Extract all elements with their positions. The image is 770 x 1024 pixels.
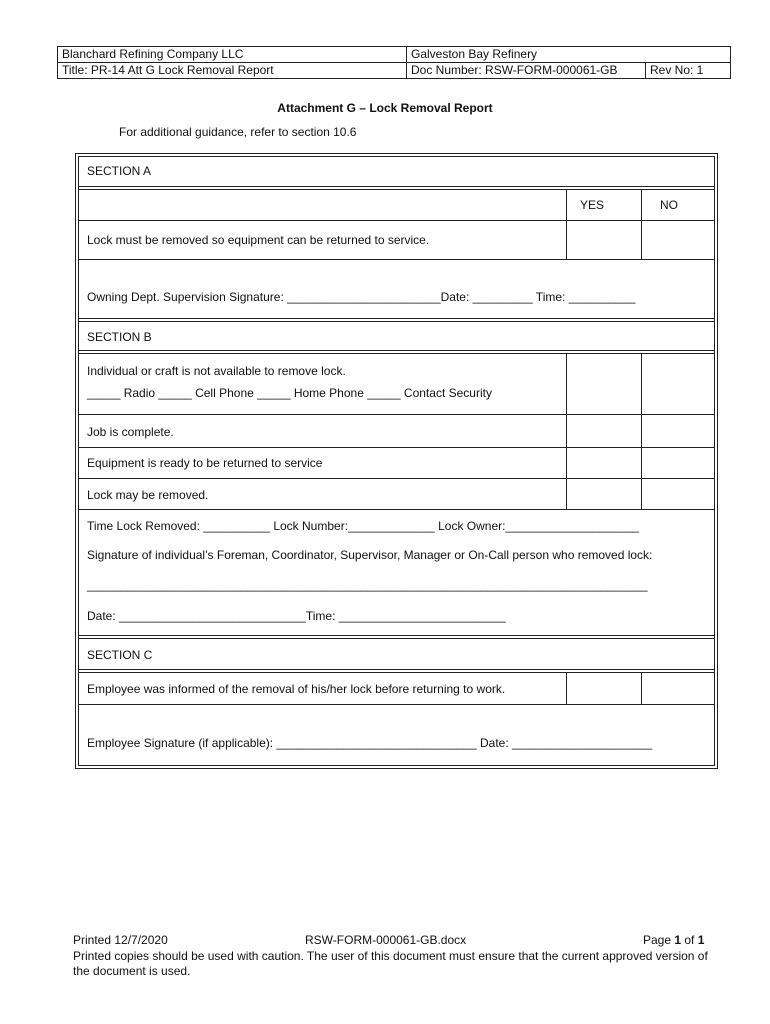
divider [78, 186, 715, 187]
printed-date: Printed 12/7/2020 [73, 933, 168, 947]
employee-signature-line[interactable]: Employee Signature (if applicable): ______________________________ Date: _____________________ [87, 736, 653, 750]
divider [78, 259, 715, 260]
section-b-yes-checkbox[interactable] [567, 415, 640, 446]
divider [78, 669, 715, 670]
remover-signature-label: Signature of individual’s Foreman, Coordinator, Supervisor, Manager or On-Call person who removed lock: [87, 548, 653, 562]
section-a-row-label: Lock must be removed so equipment can be returned to service. [87, 233, 430, 247]
divider [78, 509, 715, 510]
divider [78, 638, 715, 639]
section-c-yes-checkbox[interactable] [567, 673, 640, 703]
page-title: Attachment G – Lock Removal Report [277, 101, 493, 115]
section-b-no-checkbox[interactable] [642, 479, 713, 508]
caution-note-line-2: the document is used. [73, 964, 191, 978]
doc-number: Doc Number: RSW-FORM-000061-GB [407, 63, 646, 79]
section-a-heading: SECTION A [87, 164, 152, 178]
remover-signature-line[interactable]: ____________________________________________________________________________________ [87, 578, 648, 592]
page-of: of [681, 933, 698, 947]
page-prefix: Page [643, 933, 675, 947]
section-b-yes-checkbox[interactable] [567, 448, 640, 477]
section-c-heading: SECTION C [87, 648, 153, 662]
document-title-cell: Title: PR-14 Att G Lock Removal Report [58, 63, 407, 79]
lock-info-line[interactable]: Time Lock Removed: __________ Lock Number:_____________ Lock Owner:____________________ [87, 519, 639, 533]
section-b-row-label: Job is complete. [87, 425, 174, 439]
contact-options[interactable]: _____ Radio _____ Cell Phone _____ Home Phone _____ Contact Security [87, 386, 492, 400]
section-b-yes-checkbox[interactable] [567, 354, 640, 413]
refinery-name: Galveston Bay Refinery [407, 47, 731, 63]
divider [78, 635, 715, 636]
page-number [643, 933, 704, 947]
rev-number: Rev No: 1 [646, 63, 731, 79]
section-b-row-label: Individual or craft is not available to remove lock. [87, 364, 346, 378]
section-a-yes-checkbox[interactable] [567, 221, 640, 258]
file-name: RSW-FORM-000061-GB.docx [305, 933, 467, 947]
owning-dept-signature-line[interactable]: Owning Dept. Supervision Signature: _______________________Date: _________ Time: __________ [87, 290, 636, 304]
section-a-no-checkbox[interactable] [642, 221, 713, 258]
caution-note-line-1: Printed copies should be used with caution. The user of this document must ensure that the current approved version of [73, 949, 708, 963]
divider [78, 318, 715, 319]
section-c-no-checkbox[interactable] [642, 673, 713, 703]
document-header-table [57, 46, 731, 79]
section-c-row-label: Employee was informed of the removal of his/her lock before returning to work. [87, 682, 506, 696]
section-b-no-checkbox[interactable] [642, 354, 713, 413]
section-b-no-checkbox[interactable] [642, 448, 713, 477]
yes-column-header: YES [580, 198, 605, 212]
divider [78, 321, 715, 322]
section-b-heading: SECTION B [87, 330, 152, 344]
no-column-header: NO [660, 198, 678, 212]
section-b-no-checkbox[interactable] [642, 415, 713, 446]
company-name: Blanchard Refining Company LLC [58, 47, 407, 63]
remover-date-time-line[interactable]: Date: ____________________________Time: _________________________ [87, 609, 506, 623]
divider [78, 704, 715, 705]
guidance-note: For additional guidance, refer to section 10.6 [119, 125, 357, 139]
section-b-row-label: Equipment is ready to be returned to service [87, 456, 323, 470]
page-total: 1 [697, 933, 705, 947]
divider [78, 350, 715, 351]
divider [78, 189, 715, 190]
page-current: 1 [674, 933, 682, 947]
section-b-yes-checkbox[interactable] [567, 479, 640, 508]
section-b-row-label: Lock may be removed. [87, 488, 209, 502]
